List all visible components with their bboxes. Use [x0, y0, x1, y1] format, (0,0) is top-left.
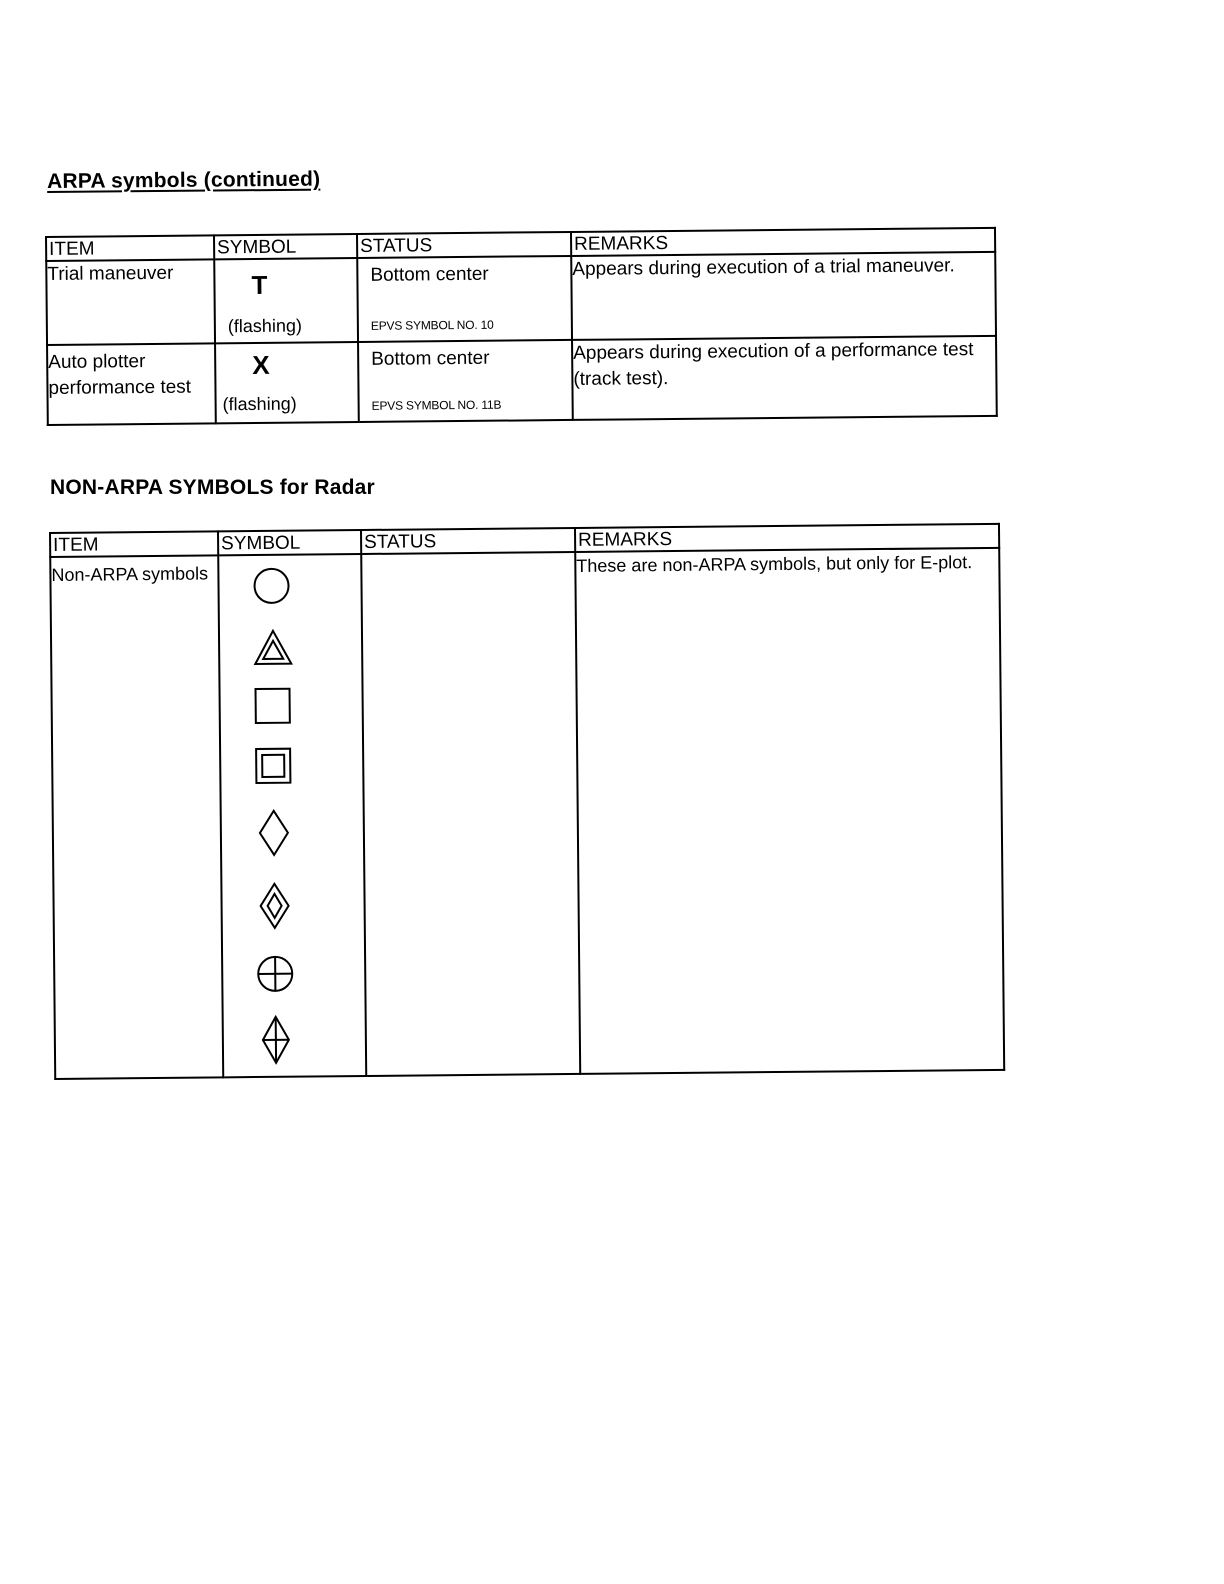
double-diamond-icon [254, 881, 294, 931]
diamond-icon [254, 808, 294, 858]
square-icon [252, 686, 292, 726]
symbol-cell [214, 258, 358, 343]
circle-cross-icon [255, 954, 295, 994]
circle-icon [251, 566, 291, 606]
column-header-symbol: SYMBOL [218, 530, 361, 555]
column-header-remarks: REMARKS [571, 228, 995, 256]
status-cell [357, 256, 572, 342]
trial-maneuver-symbol: T [251, 269, 268, 301]
status-code: EPVS SYMBOL NO. 11B [371, 397, 502, 413]
remarks-cell: These are non-ARPA symbols, but only for E-plot. [575, 548, 1004, 1074]
column-header-item: ITEM [50, 531, 218, 557]
column-header-status: STATUS [361, 528, 575, 554]
arpa-symbols-table [45, 227, 998, 426]
status-text: Bottom center [370, 263, 489, 286]
symbol-list [219, 555, 365, 1076]
double-triangle-icon [252, 628, 294, 668]
item-cell: Auto plotter performance test [47, 343, 216, 425]
column-header-status: STATUS [357, 232, 571, 258]
status-cell [361, 552, 580, 1076]
non-arpa-section-heading: NON-ARPA SYMBOLS for Radar [50, 476, 375, 499]
symbol-note: (flashing) [222, 393, 297, 415]
auto-plotter-symbol: X [252, 349, 270, 381]
symbol-cell [218, 554, 366, 1077]
remarks-cell: Appears during execution of a trial maneuver. [571, 252, 996, 340]
symbol-cell [215, 342, 359, 423]
table-row [50, 548, 1004, 1079]
column-header-item: ITEM [46, 235, 214, 261]
item-cell: Trial maneuver [46, 259, 215, 345]
remarks-cell: Appears during execution of a performance test (track test). [572, 336, 997, 420]
status-code: EPVS SYMBOL NO. 10 [370, 317, 494, 333]
non-arpa-symbols-table [49, 523, 1005, 1080]
column-header-remarks: REMARKS [575, 524, 999, 552]
diamond-cross-icon [256, 1014, 296, 1066]
column-header-symbol: SYMBOL [214, 234, 357, 259]
table-row [46, 252, 996, 345]
status-cell [358, 340, 573, 422]
status-text: Bottom center [371, 347, 490, 370]
table-row [47, 336, 997, 425]
item-cell: Non-ARPA symbols [50, 555, 223, 1079]
symbol-note: (flashing) [227, 315, 302, 337]
arpa-section-heading: ARPA symbols (continued) [47, 167, 321, 193]
double-square-icon [253, 746, 293, 786]
